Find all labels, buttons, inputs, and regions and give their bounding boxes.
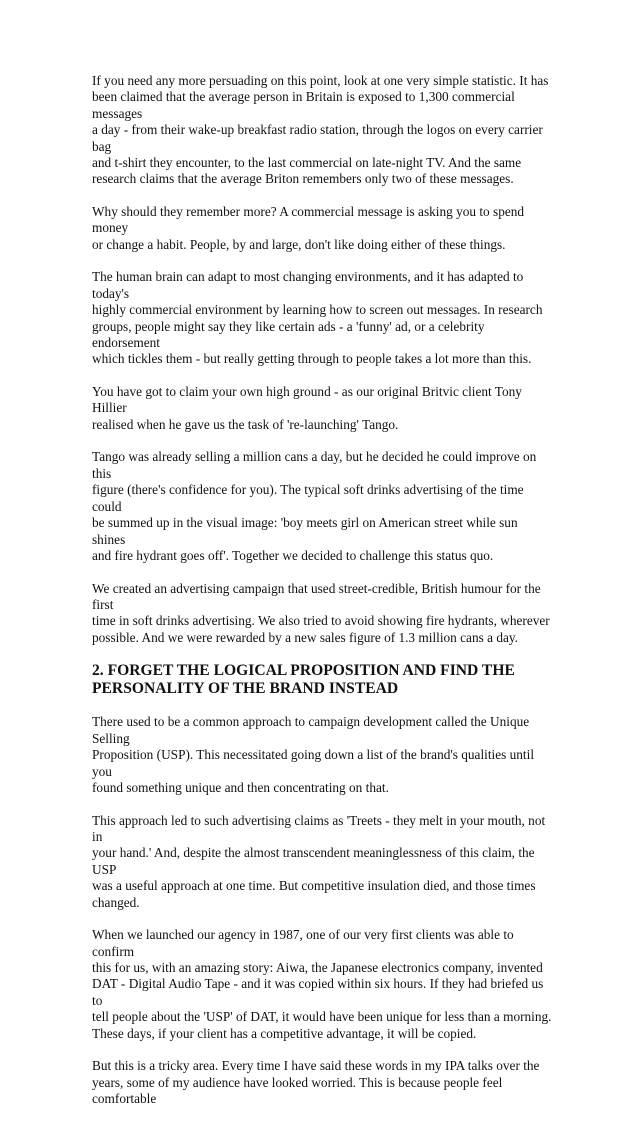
paragraph-usp: There used to be a common approach to campaign development called the Unique Selling Proposition (USP). This necessitated going down a list of the brand's qualities until you found something unique and then concentrating on that. <box>92 714 535 795</box>
section-heading: 2. FORGET THE LOGICAL PROPOSITION AND FIND THE PERSONALITY OF THE BRAND INSTEAD <box>92 662 515 698</box>
paragraph-remember: Why should they remember more? A commercial message is asking you to spend money or change a habit. People, by and large, don't like doing either of these things. <box>92 204 525 252</box>
paragraph-tango-sales: Tango was already selling a million cans a day, but he decided he could improve on this figure (there's confidence for you). The typical soft drinks advertising of the time could be summed up in the visual image: 'boy meets girl on American street while sun shines and fire hydrant goes off'. Together we decided to challenge this status quo. <box>92 449 537 563</box>
paragraph-campaign: We created an advertising campaign that used street-credible, British humour for the first time in soft drinks advertising. We also tried to avoid showing fire hydrants, wherever possible. And we were rewarded by a new sales figure of 1.3 million cans a day. <box>92 580 550 645</box>
document-page <box>92 73 552 1124</box>
paragraph-tricky-area: But this is a tricky area. Every time I have said these words in my IPA talks over the years, some of my audience have looked worried. This is because people feel comfortable <box>92 1058 540 1106</box>
paragraph-high-ground: You have got to claim your own high ground - as our original Britvic client Tony Hillier realised when he gave us the task of 're-launching' Tango. <box>92 384 522 432</box>
paragraph-treets: This approach led to such advertising claims as 'Treets - they melt in your mouth, not in your hand.' And, despite the almost transcendent meaninglessness of this claim, the USP was a useful approach at one time. But competitive insulation died, and those times changed. <box>92 812 546 910</box>
paragraph-aiwa: When we launched our agency in 1987, one of our very first clients was able to confirm this for us, with an amazing story: Aiwa, the Japanese electronics company, invented DAT - Digital Audio Tape - and it was copied within six hours. If they had briefed us to tell people about the 'USP' of DAT, it would have been unique for less than a morning. These days, if your client has a competitive advantage, it will be copied. <box>92 927 552 1041</box>
paragraph-human-brain: The human brain can adapt to most changing environments, and it has adapted to today's highly commercial environment by learning how to screen out messages. In research groups, people might say they like certain ads - a 'funny' ad, or a celebrity endorsement which tickles them - but really getting through to people takes a lot more than this. <box>92 269 543 367</box>
paragraph-statistic: If you need any more persuading on this point, look at one very simple statistic. It has been claimed that the average person in Britain is exposed to 1,300 commercial messages a day - from their wake-up breakfast radio station, through the logos on every carrier bag and t-shirt they encounter, to the last commercial on late-night TV. And the same research claims that the average Briton remembers only two of these messages. <box>92 73 549 187</box>
